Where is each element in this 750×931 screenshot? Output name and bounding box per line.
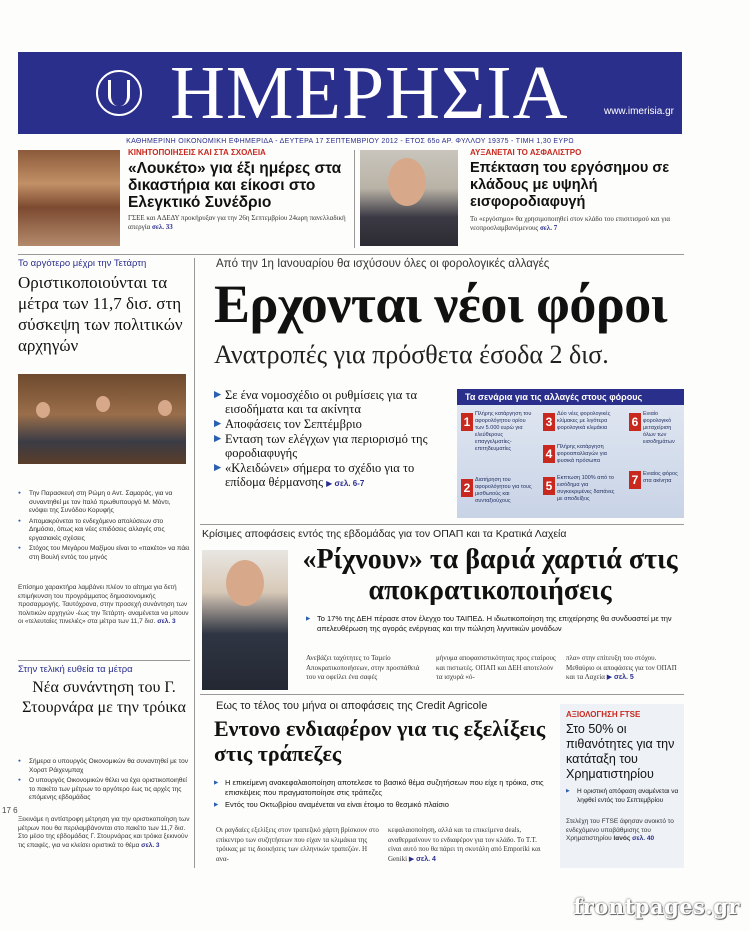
scenario-text: Δύο νέες φορολογικές κλίμακες με λιγότερα φορολογικά κλιμάκια xyxy=(557,411,611,431)
court-photo xyxy=(18,150,120,246)
logo-emblem-icon xyxy=(96,70,142,116)
watermark: frontpages.gr xyxy=(573,894,740,919)
lead-bullets xyxy=(214,388,454,491)
opap-col-2: μήνυμα αποφασιστικότητας προς εταίρους και πιστωτές. ΟΠΑΠ και ΔΕΗ αποτελούν τα ισχυρά «ό- xyxy=(436,654,556,681)
list-item: ▶ Η επικείμενη ανακεφαλαιοποίηση αποτελεσε το βασικό θέμα συζητήσεων που είχε η τρόικα, στις επισκέψεις που πραγματοποίησε στις τράπεζες xyxy=(214,778,554,798)
list-item: ● Ο υπουργός Οικονομικών θέλει να έχει οριστικοποιηθεί το πακέτο των μέτρων το αργότερο έως τις αρχές της επόμενης εβδομάδας xyxy=(18,777,190,803)
banks-kicker: Εως το τέλος του μήνα οι αποφάσεις της Credit Agricole xyxy=(216,700,488,712)
scenarios-title: Τα σενάρια για τις αλλαγές στους φόρους xyxy=(457,389,684,405)
list-item: ▶ Ενταση των ελέγχων για περιορισμό της φοροδιαφυγής xyxy=(214,432,454,460)
lower-left-story[interactable] xyxy=(18,664,190,718)
leaders-meeting-photo xyxy=(18,374,186,464)
list-item: ▶ «Κλειδώνει» σήμερα το σχέδιο για το επίδομα θέρμανσης ▶ σελ. 6-7 xyxy=(214,461,454,491)
banks-col-1: Οι ραγδαίες εξελίξεις στον τραπεζικό χάρτη βρίσκουν στο επίκεντρο των συζητήσεων που είχαν τα κλιμάκια της τρόικας με τις διοικήσεις των ελληνικών τραπεζών. Η ανα- xyxy=(216,826,379,863)
story-body: Το «εργόσημο» θα χρησιμοποιηθεί στον κλάδο του επισιτισμού και για νεοπροσλαμβανόμενους xyxy=(470,215,670,232)
scenario-text: Διατήρηση του αφορολόγητου για τους μισθωτούς και συνταξιούχους xyxy=(475,477,532,504)
list-item: ● Στόχος του Μεγάρου Μαξίμου είναι το «πακέτο» να πάει στη Βουλή εντός του μηνός xyxy=(18,545,190,562)
official-photo xyxy=(202,550,288,690)
list-item: ● Σήμερα ο υπουργός Οικονομικών θα συναντηθεί με τον Χορστ Ράιχενμπαχ xyxy=(18,758,190,775)
scenario-text: Πλήρης κατάργηση του αφορολόγητου ορίου των 5.000 ευρώ για ελεύθερους επαγγελματίες-επιτηδευματίες xyxy=(475,411,532,452)
top-right-story[interactable] xyxy=(470,148,684,233)
story-kicker: ΑΞΙΟΛΟΓΗΣΗ FTSE xyxy=(566,710,641,719)
list-item: ▶ Εντός του Οκτωβρίου αναμένεται να είναι έτοιμο το θεσμικό πλαίσιο xyxy=(214,800,554,810)
banks-bullets xyxy=(214,778,554,810)
page-ref[interactable]: σελ. 6-7 xyxy=(334,479,365,488)
lower-left-body xyxy=(18,816,190,850)
story-kicker: Στην τελική ευθεία τα μέτρα xyxy=(18,664,133,675)
masthead xyxy=(18,52,682,134)
story-body: Ξεκινάμε η αντίστροφη μέτρηση για την οριστικοποίηση των μέτρων που θα περιλαμβάνονται στο πακέτο των 11,7 δισ. Στο μέσο της εβδομάδας Γ. Στουρνάρας και τρόικα ξεκινούν τις επαφές, για να κλείσει οριστικά το θέμα xyxy=(18,816,190,849)
scenario-number: 2 xyxy=(461,479,473,497)
scenario-number: 5 xyxy=(543,477,555,495)
page-ref[interactable]: σελ. 3 xyxy=(141,841,160,849)
scenario-number: 7 xyxy=(629,471,641,489)
scenario-text: Ενιαίος φόρος στα ακίνητα xyxy=(643,471,678,484)
story-body: ΓΣΕΕ και ΑΔΕΔΥ προκήρυξαν για την 26η Σεπτεμβρίου 24ωρη πανελλαδική απεργία xyxy=(128,214,346,231)
website-link[interactable]: www.imerisia.gr xyxy=(603,106,674,117)
ftse-bullets xyxy=(566,788,682,805)
page-ref[interactable]: σελ. 40 xyxy=(632,835,655,842)
page-ref[interactable]: σελ. 4 xyxy=(416,855,436,863)
lead-kicker: Από την 1η Ιανουαρίου θα ισχύσουν όλες οι φορολογικές αλλαγές xyxy=(216,258,550,270)
story-kicker: ΚΙΝΗΤΟΠΟΙΗΣΕΙΣ ΚΑΙ ΣΤΑ ΣΧΟΛΕΙΑ xyxy=(128,148,266,157)
scenario-text: Εκπτωση 100% από το εισόδημα για συγκεκριμένες δαπάνες με αποδείξεις xyxy=(557,475,615,502)
margin-marks: 17 6 xyxy=(2,806,18,815)
list-item: ▶ Σε ένα νομοσχέδιο οι ρυθμίσεις για τα εισοδήματα και τα ακίνητα xyxy=(214,388,454,416)
byline: Ιανός xyxy=(613,835,631,842)
left-column-body xyxy=(18,584,190,627)
page-ref[interactable]: σελ. 5 xyxy=(614,674,634,681)
ftse-body: Στελέχη του FTSE άφησαν ανοικτό το ενδεχόμενο υποβάθμισης του Χρηματιστηρίου Ιανός σελ. 40 xyxy=(566,818,674,842)
list-item: ▶ Αποφάσεις τον Σεπτέμβριο xyxy=(214,417,454,431)
scenario-number: 6 xyxy=(629,413,641,431)
list-item: ● Απομακρύνεται το ενδεχόμενο απολύσεων στο Δημόσιο, όπως και νέες επιδόσεις αλλαγές στις εργασιακές σχέσεις xyxy=(18,518,190,544)
opap-headline[interactable]: «Ρίχνουν» τα βαριά χαρτιά στις αποκρατικοποιήσεις xyxy=(302,544,678,606)
story-headline: Οριστικοποιούνται τα μέτρα των 11,7 δισ. στη σύσκεψη των πολιτικών αρχηγών xyxy=(18,273,183,355)
lead-subhead: Ανατροπές για πρόσθετα έσοδα 2 δισ. xyxy=(214,340,609,369)
opap-col-1: Ανεβάζει ταχύτητες το Ταμείο Αποκρατικοποιήσεων, στην προσπάθειά του να οφείλει ένα σαφές xyxy=(306,654,420,681)
opap-col-3: πλα» στην επίτευξη του στόχου. Μεθαύριο οι αποφάσεις για τον ΟΠΑΠ και τα Λαχεία ▶ σελ. 5 xyxy=(566,654,677,681)
issue-info: ΚΑΘΗΜΕΡΙΝΗ ΟΙΚΟΝΟΜΙΚΗ ΕΦΗΜΕΡΙΔΑ - ΔΕΥΤΕΡΑ 17 ΣΕΠΤΕΜΒΡΙΟΥ 2012 - ΕΤΟΣ 65ο ΑΡ. ΦΥΛΛΟΥ 19375 - ΤΙΜΗ 1,30 ΕΥΡΩ xyxy=(126,138,574,145)
list-item: ● Την Παρασκευή στη Ρώμη ο Αντ. Σαμαράς, για να συναντηθεί με τον Ιταλό πρωθυπουργό Μ. Μόντι, ενόψει της Συνόδου Κορυφής xyxy=(18,490,190,516)
banks-col-2: κεφαλαιοποίηση, αλλά και τα επικείμενα deals, αναθερμαίνουν το ενδιαφέρον για τον κλάδο. Το Τ.Τ. είναι αυτό που θα πάρει τη σκυτάλη από Emporiki και Geniki ▶ σελ. 4 xyxy=(388,826,541,863)
banks-headline[interactable]: Εντονο ενδιαφέρον για τις εξελίξεις στις τράπεζες xyxy=(214,716,546,766)
left-column-bullets xyxy=(18,490,190,562)
story-headline: Στο 50% οι πιθανότητες για την κατάταξη του Χρηματιστηρίου xyxy=(566,722,675,781)
lower-left-bullets xyxy=(18,758,190,803)
top-left-story[interactable] xyxy=(128,148,350,232)
page-ref[interactable]: σελ. 33 xyxy=(152,223,173,231)
list-item: ▶ Η οριστική απόφαση αναμένεται να ληφθεί εντός του Σεπτεμβρίου xyxy=(566,788,682,805)
story-headline: «Λουκέτο» για έξι ημέρες στα δικαστήρια και είκοσι στο Ελεγκτικό Συνέδριο xyxy=(128,160,342,211)
story-body: Επίσημο χαρακτήρα λαμβάνει πλέον το αίτημα για δετή επιμήκυνση του προγράμματος δημοσιονομικής προσαρμογής. Ταυτόχρονα, στην προσεχή συνάντηση των πολιτικών αρχηγών -έως την Τετάρτη- αναμένεται να μπουν οι «τελευταίες πινελιές» στα μέτρα των 11,7 δισ. xyxy=(18,584,189,625)
list-item: ▶ Το 17% της ΔΕΗ πέρασε στον έλεγχο του ΤΑΙΠΕΔ. Η ιδιωτικοποίηση της επιχείρησης θα συνδυαστεί με την απελευθέρωση της αγοράς ενέργειας και την πώληση λιγνιτικών μονάδων xyxy=(306,614,684,634)
scenario-number: 4 xyxy=(543,445,555,463)
story-headline: Νέα συνάντηση του Γ. Στουρνάρα με την τρόικα xyxy=(22,679,186,716)
scenario-text: Ενιαίο φορολογικό μεταχείριση όλων των εισοδημάτων xyxy=(643,411,675,445)
story-kicker: ΑΥΞΑΝΕΤΑΙ ΤΟ ΑΣΦΑΛΙΣΤΡΟ xyxy=(470,148,582,157)
page-ref[interactable]: σελ. 3 xyxy=(157,618,176,625)
minister-photo xyxy=(360,150,458,246)
page-ref[interactable]: σελ. 7 xyxy=(539,224,558,232)
ftse-box[interactable] xyxy=(560,704,684,868)
scenario-text: Πλήρης κατάργηση φοροαπαλλαγών για φυσικά πρόσωπα xyxy=(557,444,607,464)
lead-headline[interactable]: Ερχονται νέοι φόροι xyxy=(214,274,667,334)
story-kicker: Το αργότερο μέχρι την Τετάρτη xyxy=(18,258,147,269)
scenario-number: 3 xyxy=(543,413,555,431)
scenarios-infographic xyxy=(457,405,684,518)
opap-bullets xyxy=(306,614,684,634)
newspaper-title: ΗΜΕΡΗΣΙΑ xyxy=(170,51,569,135)
left-column-story[interactable] xyxy=(18,258,190,356)
opap-kicker: Κρίσιμες αποφάσεις εντός της εβδομάδας για τον ΟΠΑΠ και τα Κρατικά Λαχεία xyxy=(202,528,567,540)
scenario-number: 1 xyxy=(461,413,473,431)
story-headline: Επέκταση του εργόσημου σε κλάδους με υψηλή εισφοροδιαφυγή xyxy=(470,160,670,210)
